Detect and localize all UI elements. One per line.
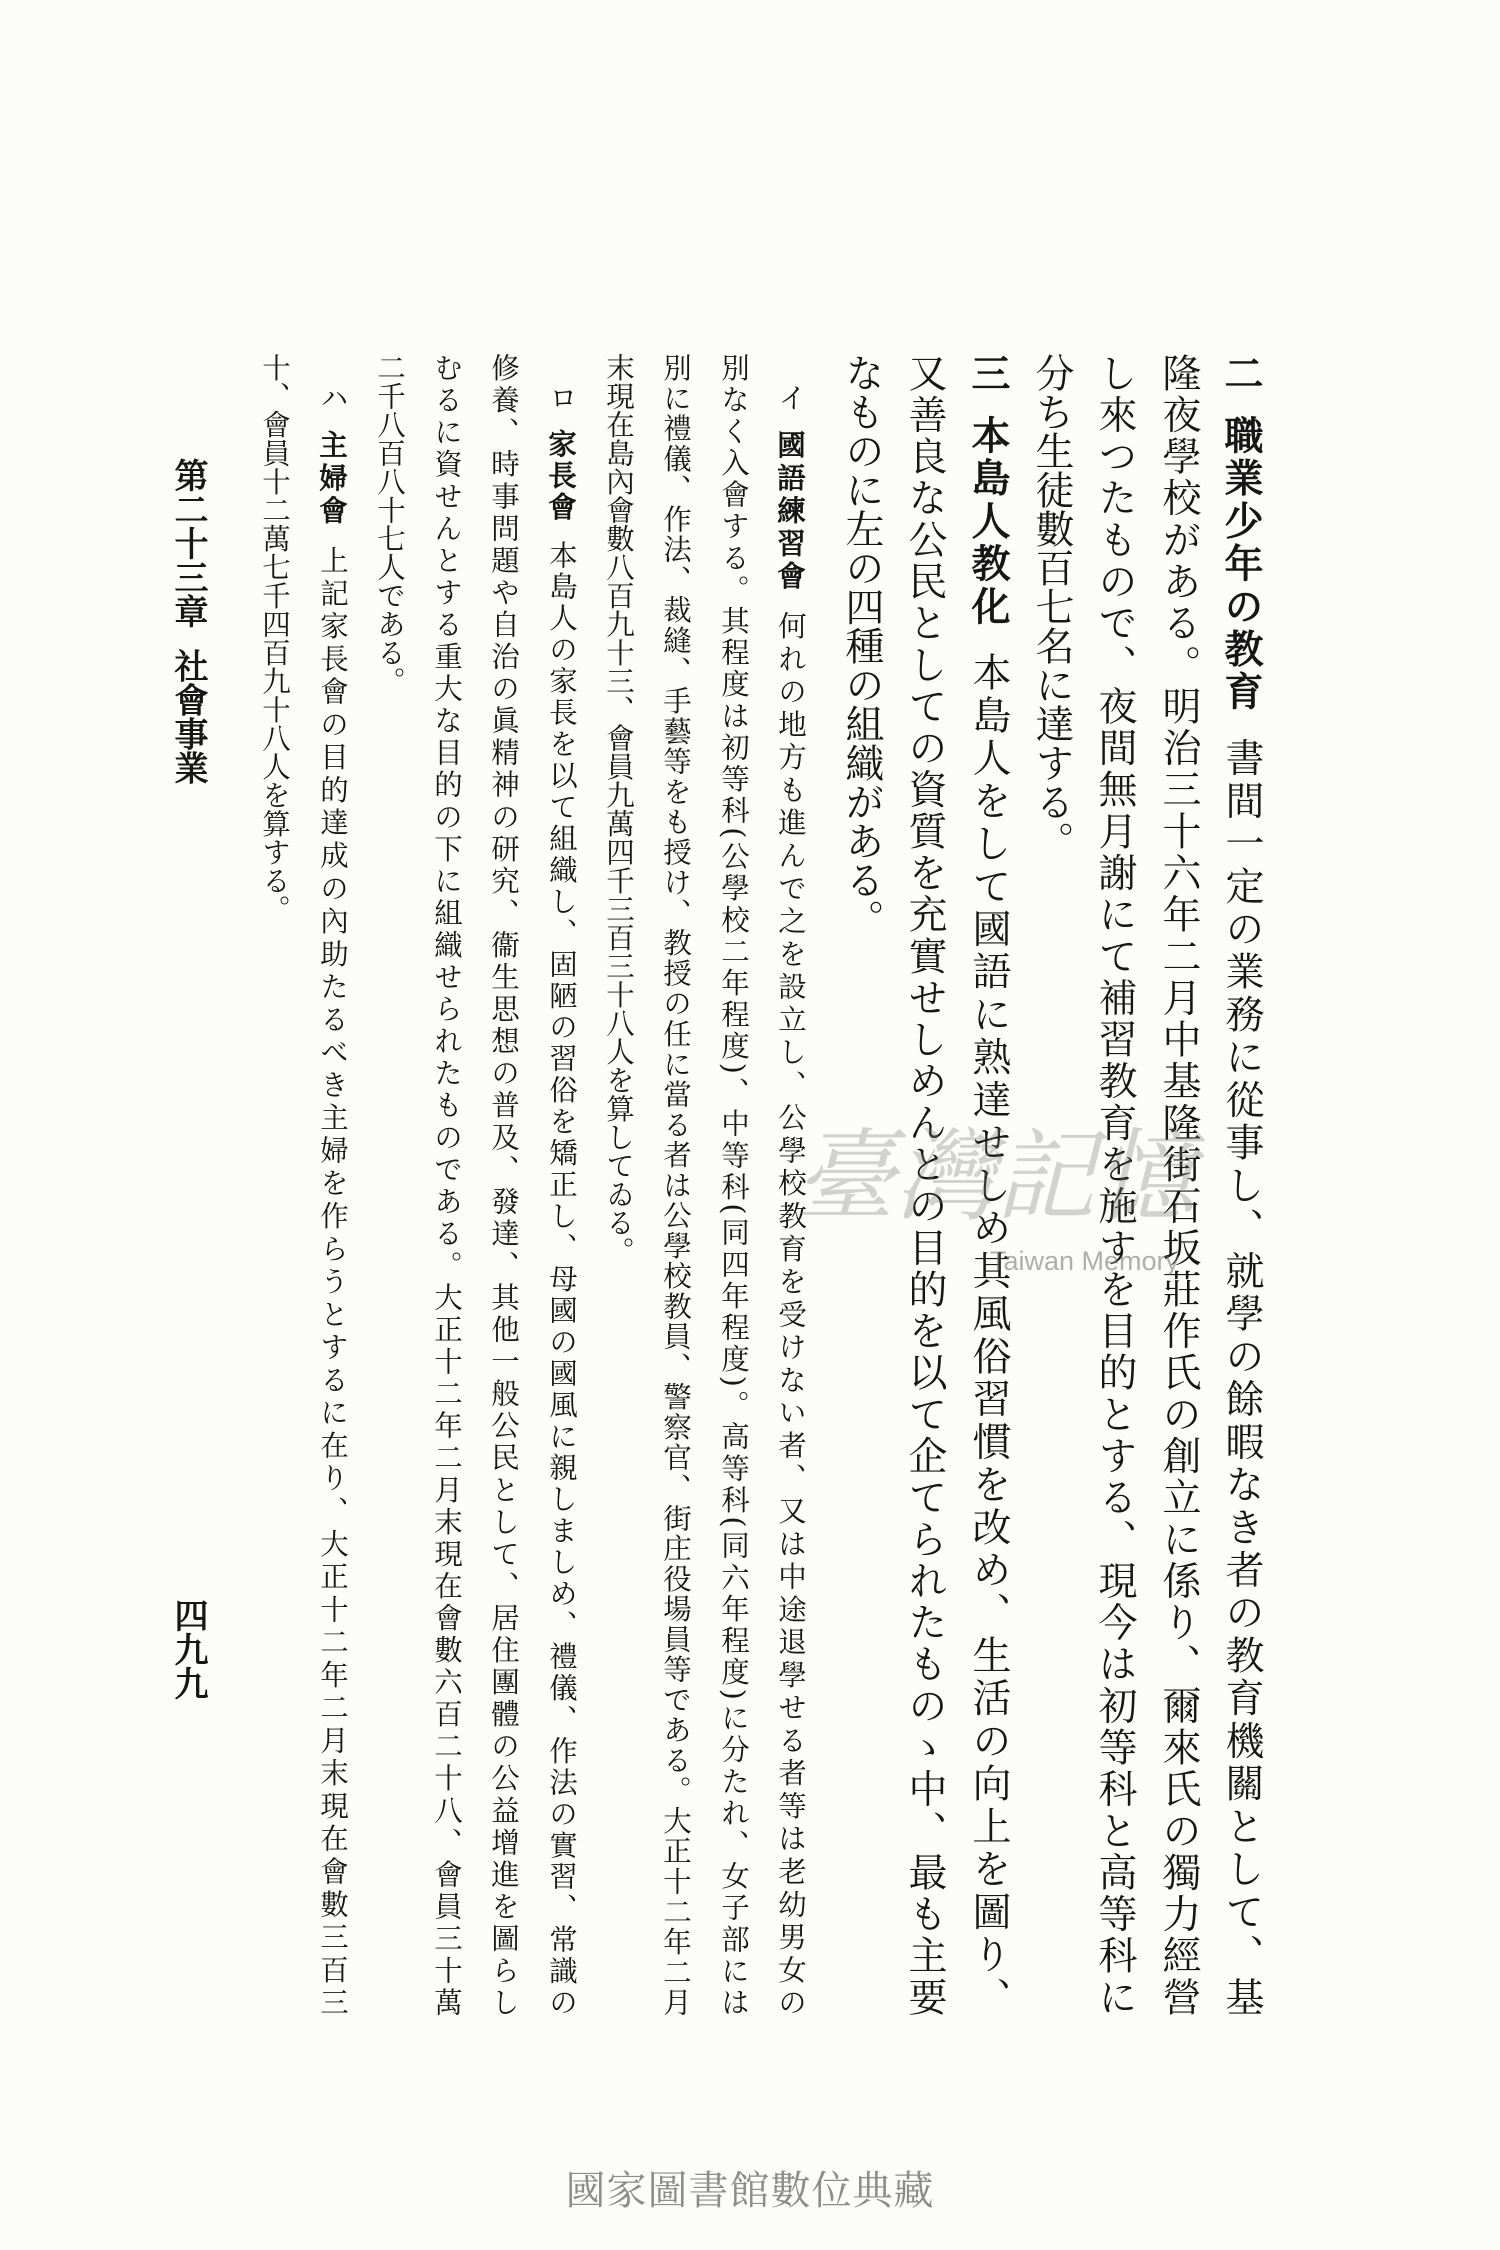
section-number: 二: [1218, 353, 1264, 396]
text-line: 又善良な公民としての資質を充實せしめんとの目的を以て企てられたものゝ中、最も主要: [902, 353, 947, 2016]
text-line: 修養、時事問題や自治の眞精神の研究、衞生思想の普及、發達、其他一般公民として、居住團體の公益增進を圖らし: [487, 353, 520, 2017]
text-column: [429, 353, 463, 2016]
text-line: し來つたもので、夜間無月謝にて補習教育を施すを目的とする、現今は初等科と高等科に: [1092, 353, 1137, 2016]
text-line: 書間一定の業務に從事し、就學の餘暇なき者の教育機關として、基: [1219, 737, 1264, 2017]
text-line: なものに左の四種の組織がある。: [839, 353, 884, 938]
text-line: 分ち生徒數百七名に達する。: [1029, 353, 1074, 860]
subsection-mark: ハ: [316, 383, 349, 416]
text-line: 十、會員十二萬七千四百九十八人を算する。: [258, 353, 291, 923]
text-column: [1218, 353, 1264, 2016]
watermark-logo: 臺灣記憶: [795, 1118, 1195, 1235]
text-column: [1091, 353, 1137, 2016]
text-column: [486, 353, 520, 2016]
text-line: 末現在島內會數八百九十三、會員九萬四千三百三十八人を算してゐる。: [602, 353, 635, 1265]
text-line: 隆夜學校がある。明治三十六年二月中基隆街石坂莊作氏の創立に係り、爾來氏の獨力經營: [1156, 353, 1201, 2016]
chapter-title: 社會事業: [168, 648, 208, 785]
section-number: 三: [965, 353, 1011, 396]
text-column: [257, 353, 291, 2016]
text-column: [901, 353, 947, 2016]
text-line: むるに資せんとする重大な目的の下に組織せられたものである。大正十二年二月末現在會數六百二十八、會員三十萬: [430, 353, 463, 2016]
text-column: [716, 353, 750, 2016]
text-line: 本島人をして國語に熟達せしめ其風俗習慣を改め、生活の向上を圖り、: [966, 652, 1011, 2017]
section-heading: 職業少年の教育: [1218, 415, 1264, 715]
text-line: 何れの地方も進んで之を設立し、公學校教育を受けない者、又は中途退學せる者等は老幼男女の: [774, 611, 807, 2017]
text-line: 二千八百八十七人である。: [373, 353, 406, 695]
footer-credit: 國家圖書館數位典藏: [565, 2168, 935, 2214]
watermark-subtext: Taiwan Memory: [990, 1246, 1180, 1276]
text-line: 別に禮儀、作法、裁縫、手藝等をも授け、教授の任に當る者は公學校教員、警察官、街庄役場員等である。大正十二年二月: [659, 353, 692, 2016]
text-column: [1155, 353, 1201, 2016]
chapter-label: 第二十三章: [168, 458, 208, 628]
subsection-mark: ロ: [545, 383, 578, 415]
text-column: [965, 353, 1011, 2016]
text-column: [601, 353, 635, 2016]
subsection-heading: 家長會: [544, 428, 578, 524]
text-column: [838, 353, 884, 2016]
text-column: [658, 353, 692, 2016]
subsection-heading: 國語練習會: [773, 430, 807, 594]
subsection-mark: イ: [774, 383, 807, 416]
text-line: 別なく入會する。其程度は初等科(公學校二年程度)、中等科(同四年程度)。高等科(同六年程度)に分たれ、女子部には: [717, 353, 750, 2016]
page-number: 四九九: [168, 1598, 208, 1700]
text-column: [1028, 353, 1074, 2016]
running-head: [168, 458, 208, 784]
text-column: [372, 353, 406, 2016]
subsection-heading: 主婦會: [315, 430, 349, 529]
text-line: 上記家長會の目的達成の內助たるべき主婦を作らうとするに在り、大正十二年二月末現在會數三百三: [316, 545, 349, 2017]
text-column: [773, 353, 807, 2016]
text-column: [315, 353, 349, 2016]
text-column: [544, 353, 578, 2016]
section-heading: 本島人教化: [965, 415, 1011, 629]
text-line: 本島人の家長を以て組織し、固陋の習俗を矯正し、母國の國風に親しましめ、禮儀、作法の實習、常識の: [545, 540, 578, 2017]
